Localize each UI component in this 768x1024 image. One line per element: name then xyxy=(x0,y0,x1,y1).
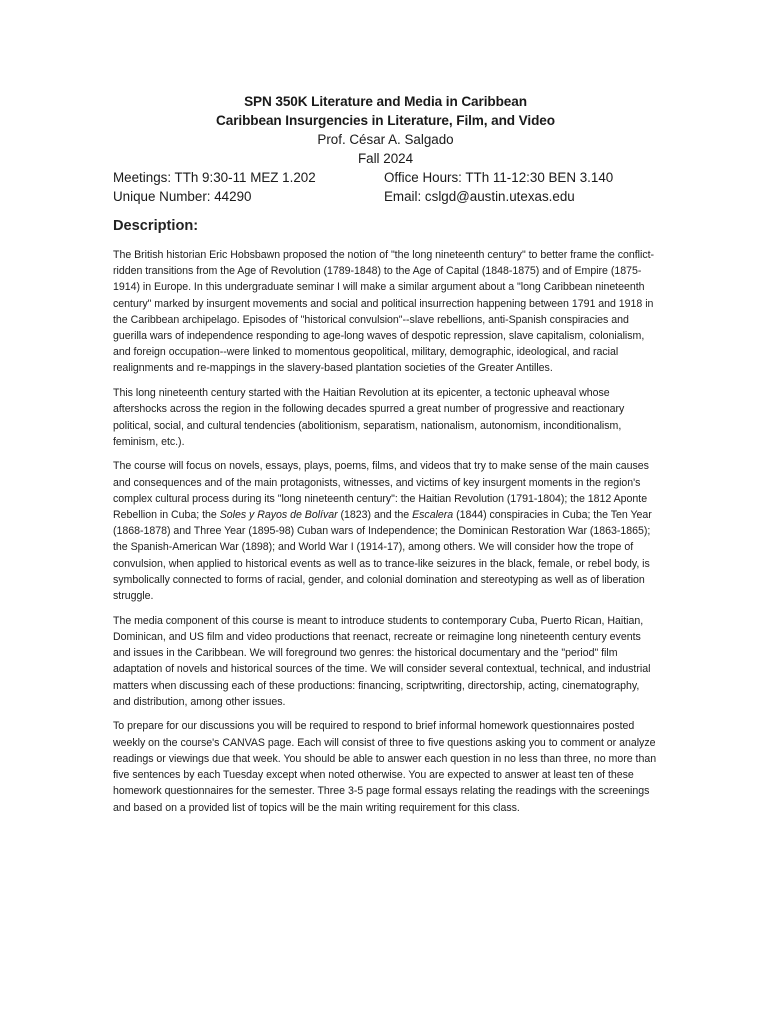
description-paragraph-4: The media component of this course is meant to introduce students to contemporary Cuba, Puerto Rican, Haitian, Dominican, and US film and video productions that reenact, recreate or reimagine long nineteenth century events and issues in the Caribbean. We will foreground two genres: the historical documentary and the "period" film adaptation of novels and historical sources of the time. We will consider several contextual, technical, and industrial matters when discussing each of these productions: financing, scriptwriting, directorship, acting, cinematography, and distribution, among other issues. xyxy=(113,614,651,708)
description-paragraph-3 xyxy=(113,458,658,604)
document-header xyxy=(113,92,658,168)
paragraph-3-text-a: The course will focus on novels, essays, plays, poems, films, and videos that try to make sense of the main causes and consequences and of the main protagonists, witnesses, and victims of key insurgent moments in the region's complex cultural process during its "long nineteenth century": the Haitian Revolution (1791-1804); the 1812 Aponte Rebellion in Cuba; the xyxy=(113,460,649,522)
office-hours-info: Office Hours: TTh 11-12:30 BEN 3.140 xyxy=(384,170,614,185)
paragraph-3-italic-escalera: Escalera xyxy=(412,509,454,522)
email-info: Email: cslgd@austin.utexas.edu xyxy=(384,189,575,204)
course-title: SPN 350K Literature and Media in Caribbean xyxy=(244,94,527,109)
paragraph-3-italic-soles: Soles y Rayos de Bolívar xyxy=(219,509,338,522)
professor-name: Prof. César A. Salgado xyxy=(317,132,454,147)
term: Fall 2024 xyxy=(357,151,414,166)
description-heading: Description: xyxy=(113,218,199,234)
description-paragraph-5: To prepare for our discussions you will be required to respond to brief informal homework questionnaires posted weekly on the course's CANVAS page. Each will consist of three to five questions asking you to comment or analyze readings or viewings due that week. You should be able to answer each question in no less than three, no more than five sentences by each Tuesday except when noted otherwise. You are expected to answer at least ten of these homework questionnaires for the semester. Three 3-5 page formal essays relating the readings with the screenings and based on a provided list of topics will be the main writing requirement for this class. xyxy=(113,720,657,814)
description-paragraph-2: This long nineteenth century started with the Haitian Revolution at its epicenter, a tectonic upheaval whose aftershocks across the region in the following decades spurred a great number of progressive and reactionary political, social, and cultural tendencies (abolitionism, separatism, nationalism, autonomism, inconditionalism, feminism, etc.). xyxy=(113,387,625,448)
course-info xyxy=(113,168,658,206)
syllabus-page xyxy=(113,92,658,824)
paragraph-3-text-b: (1823) and the xyxy=(337,509,413,522)
paragraph-3-text-c: (1844) conspiracies in Cuba; the Ten Year (1868-1878) and Three Year (1895-98) Cuban wars of Independence; the Dominican Restoration War (1863-1865); the Spanish-American War (1898); and World War I (1914-17), among others. We will consider how the trope of convulsion, when applied to historical events as well as to trance-like seizures in the black, female, or rebel body, is symbolically connected to forms of racial, gender, and colonial domination and stereotyping as well as of liberation struggle. xyxy=(113,509,652,603)
description-paragraph-1: The British historian Eric Hobsbawn proposed the notion of "the long nineteenth century" to better frame the conflict-ridden transitions from the Age of Revolution (1789-1848) to the Age of Capital (1848-1875) and of Empire (1875-1914) in Europe. In this undergraduate seminar I will make a similar argument about a "long Caribbean nineteenth century" marked by insurgent movements and social and political insurrection happening between 1791 and 1918 in the Caribbean archipelago. Episodes of "historical convulsion"--slave rebellions, anti-Spanish conspiracies and guerilla wars of independence responding to age-long waves of despotic repression, slave capitalism, colonialism, and foreign occupation--were linked to momentous geopolitical, military, demographic, ideological, and racial realignments and re-mappings in the slavery-based plantation societies of the Greater Antilles. xyxy=(113,249,655,375)
unique-number-info: Unique Number: 44290 xyxy=(113,189,252,204)
course-subtitle: Caribbean Insurgencies in Literature, Film, and Video xyxy=(216,113,555,128)
meetings-info: Meetings: TTh 9:30-11 MEZ 1.202 xyxy=(113,170,316,185)
